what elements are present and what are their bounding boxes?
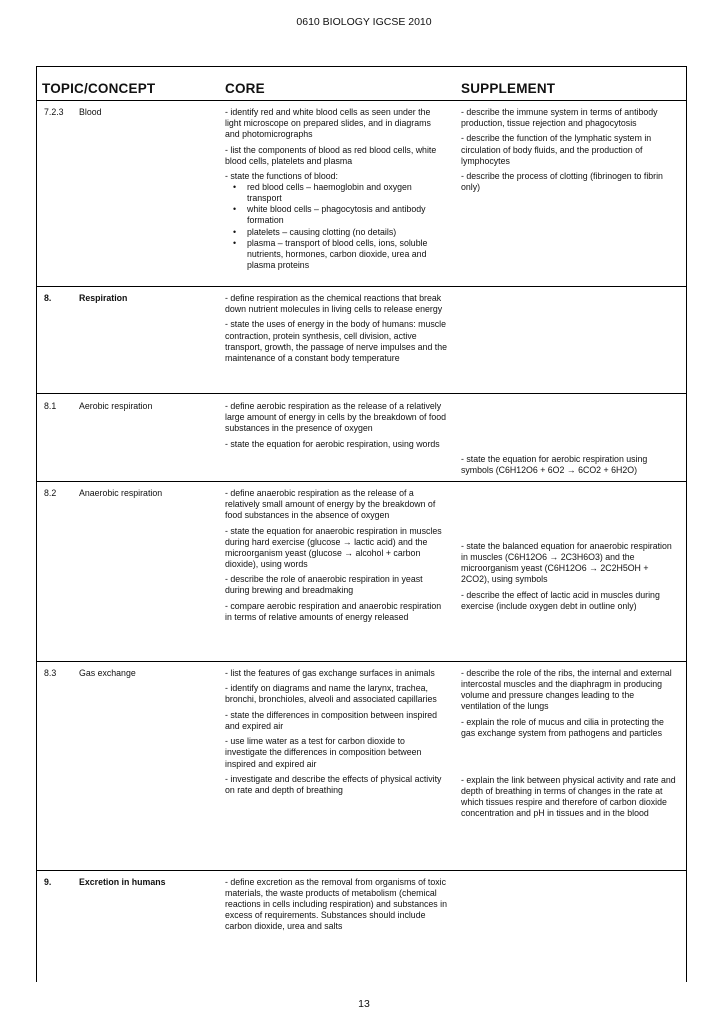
core-objective: - state the equation for anaerobic respiration in muscles during hard exercise (glucose → lactic acid) and the microorganism yeast (glucose → alcohol + carbon dioxide), using words — [225, 525, 442, 569]
section-number: 8.1 — [44, 401, 57, 411]
blood-functions-list — [225, 182, 447, 271]
page-header: 0610 BIOLOGY IGCSE 2010 — [296, 16, 432, 28]
column-header-topic: TOPIC/CONCEPT — [42, 81, 156, 96]
core-objective: - state the equation for aerobic respiration, using words — [225, 438, 440, 449]
core-objective: - investigate and describe the effects of physical activity on rate and depth of breathing — [225, 773, 442, 796]
core-objective: - compare aerobic respiration and anaerobic respiration in terms of relative amounts of energy released — [225, 600, 442, 622]
column-header-supplement: SUPPLEMENT — [461, 81, 556, 96]
core-objective: - list the features of gas exchange surfaces in animals — [225, 668, 435, 678]
core-objective: - describe the role of anaerobic respiration in yeast during brewing and breadmaking — [225, 574, 423, 596]
core-objective: - define excretion as the removal from organisms of toxic materials, the waste products of metabolism (chemical reactions in cells including respiration) and substances in excess of requirements. Substances should include carbon dioxide, urea and salts — [225, 877, 447, 932]
core-cell — [225, 668, 447, 800]
core-objective: - use lime water as a test for carbon dioxide to investigate the differences in composition between inspired and expired air — [225, 736, 422, 769]
topic-name: Gas exchange — [79, 668, 136, 678]
core-objective: - state the uses of energy in the body of humans: muscle contraction, protein synthesis, cell division, active transport, growth, the passage of nerve impulses and the maintenance of a constant body temperature — [225, 319, 448, 363]
core-objective: - identify red and white blood cells as seen under the light microscope on prepared slides, and in diagrams and photomicrographs — [225, 107, 431, 140]
core-cell — [225, 877, 447, 937]
core-objective: - define anaerobic respiration as the release of a relatively small amount of energy by the breakdown of food substances in the absence of oxygen — [225, 488, 436, 521]
core-cell — [225, 488, 447, 627]
topic-name: Blood — [79, 107, 102, 117]
section-number: 7.2.3 — [44, 107, 64, 117]
supplement-objective: - state the equation for aerobic respiration using — [461, 454, 648, 464]
row-separator — [36, 393, 686, 394]
row-separator — [36, 481, 686, 482]
list-item: • plasma – transport of blood cells, ions, soluble nutrients, hormones, carbon dioxide, urea and plasma proteins — [245, 238, 447, 271]
supplement-cell — [461, 668, 676, 819]
core-cell — [225, 293, 447, 368]
table-header-rule — [36, 100, 686, 101]
section-number: 8. — [44, 293, 52, 303]
core-objective: - define aerobic respiration as the release of a relatively large amount of energy in cells by the breakdown of food substances in the presence of oxygen — [225, 401, 447, 434]
supplement-objective: - explain the role of mucus and cilia in protecting the gas exchange system from pathogens and particles — [461, 716, 664, 738]
core-cell — [225, 401, 447, 454]
topic-name: Excretion in humans — [79, 877, 166, 887]
core-cell — [225, 107, 447, 271]
topic-name: Aerobic respiration — [79, 401, 153, 411]
row-separator — [36, 870, 686, 871]
section-number: 8.3 — [44, 668, 57, 678]
supplement-cell — [461, 454, 676, 476]
topic-name: Anaerobic respiration — [79, 488, 163, 498]
column-header-core: CORE — [225, 81, 265, 96]
page-number: 13 — [358, 998, 370, 1010]
aerobic-equation: symbols (C6H12O6 + 6O2 → 6CO2 + 6H2O) — [461, 465, 638, 476]
core-objective: - define respiration as the chemical reactions that break down nutrient molecules in living cells to release energy — [225, 293, 443, 315]
supplement-cell — [461, 107, 676, 198]
supplement-objective: - describe the function of the lymphatic system in circulation of body fluids, and the production of lymphocytes — [461, 133, 652, 166]
core-objective: - identify on diagrams and name the larynx, trachea, bronchi, bronchioles, alveoli and associated capillaries — [225, 683, 437, 705]
supplement-objective: - describe the process of clotting (fibrinogen to fibrin only) — [461, 171, 663, 193]
row-separator — [36, 661, 686, 662]
supplement-objective: - explain the link between physical activity and rate and depth of breathing in terms of changes in the rate at which tissues respire and therefore of carbon dioxide concentration and pH in tissues and in the blood — [461, 774, 676, 819]
section-number: 8.2 — [44, 488, 57, 498]
core-objective: - list the components of blood as red blood cells, white blood cells, platelets and plasma — [225, 144, 437, 166]
supplement-objective: - describe the role of the ribs, the internal and external intercostal muscles and the diaphragm in producing volume and pressure changes leading to the ventilation of the lungs — [461, 668, 672, 712]
topic-name: Respiration — [79, 293, 128, 303]
list-item: • white blood cells – phagocytosis and antibody formation — [245, 204, 447, 226]
list-item: • platelets – causing clotting (no details) — [245, 227, 447, 238]
core-objective: - state the functions of blood: — [225, 171, 338, 182]
supplement-objective: - state the balanced equation for anaerobic respiration in muscles (C6H12O6 → 2C3H6O3) and the microorganism yeast (C6H12O6 → 2C2H5OH + 2CO2), using symbols — [461, 541, 672, 585]
section-number: 9. — [44, 877, 52, 887]
supplement-objective: - describe the effect of lactic acid in muscles during exercise (include oxygen debt in outline only) — [461, 589, 660, 611]
row-separator — [36, 286, 686, 287]
list-item: • red blood cells – haemoglobin and oxygen transport — [245, 182, 447, 204]
core-objective: - state the differences in composition between inspired and expired air — [225, 709, 438, 731]
supplement-cell — [461, 541, 676, 616]
supplement-objective: - describe the immune system in terms of antibody production, tissue rejection and phagocytosis — [461, 107, 658, 129]
table-top-rule — [36, 66, 686, 67]
